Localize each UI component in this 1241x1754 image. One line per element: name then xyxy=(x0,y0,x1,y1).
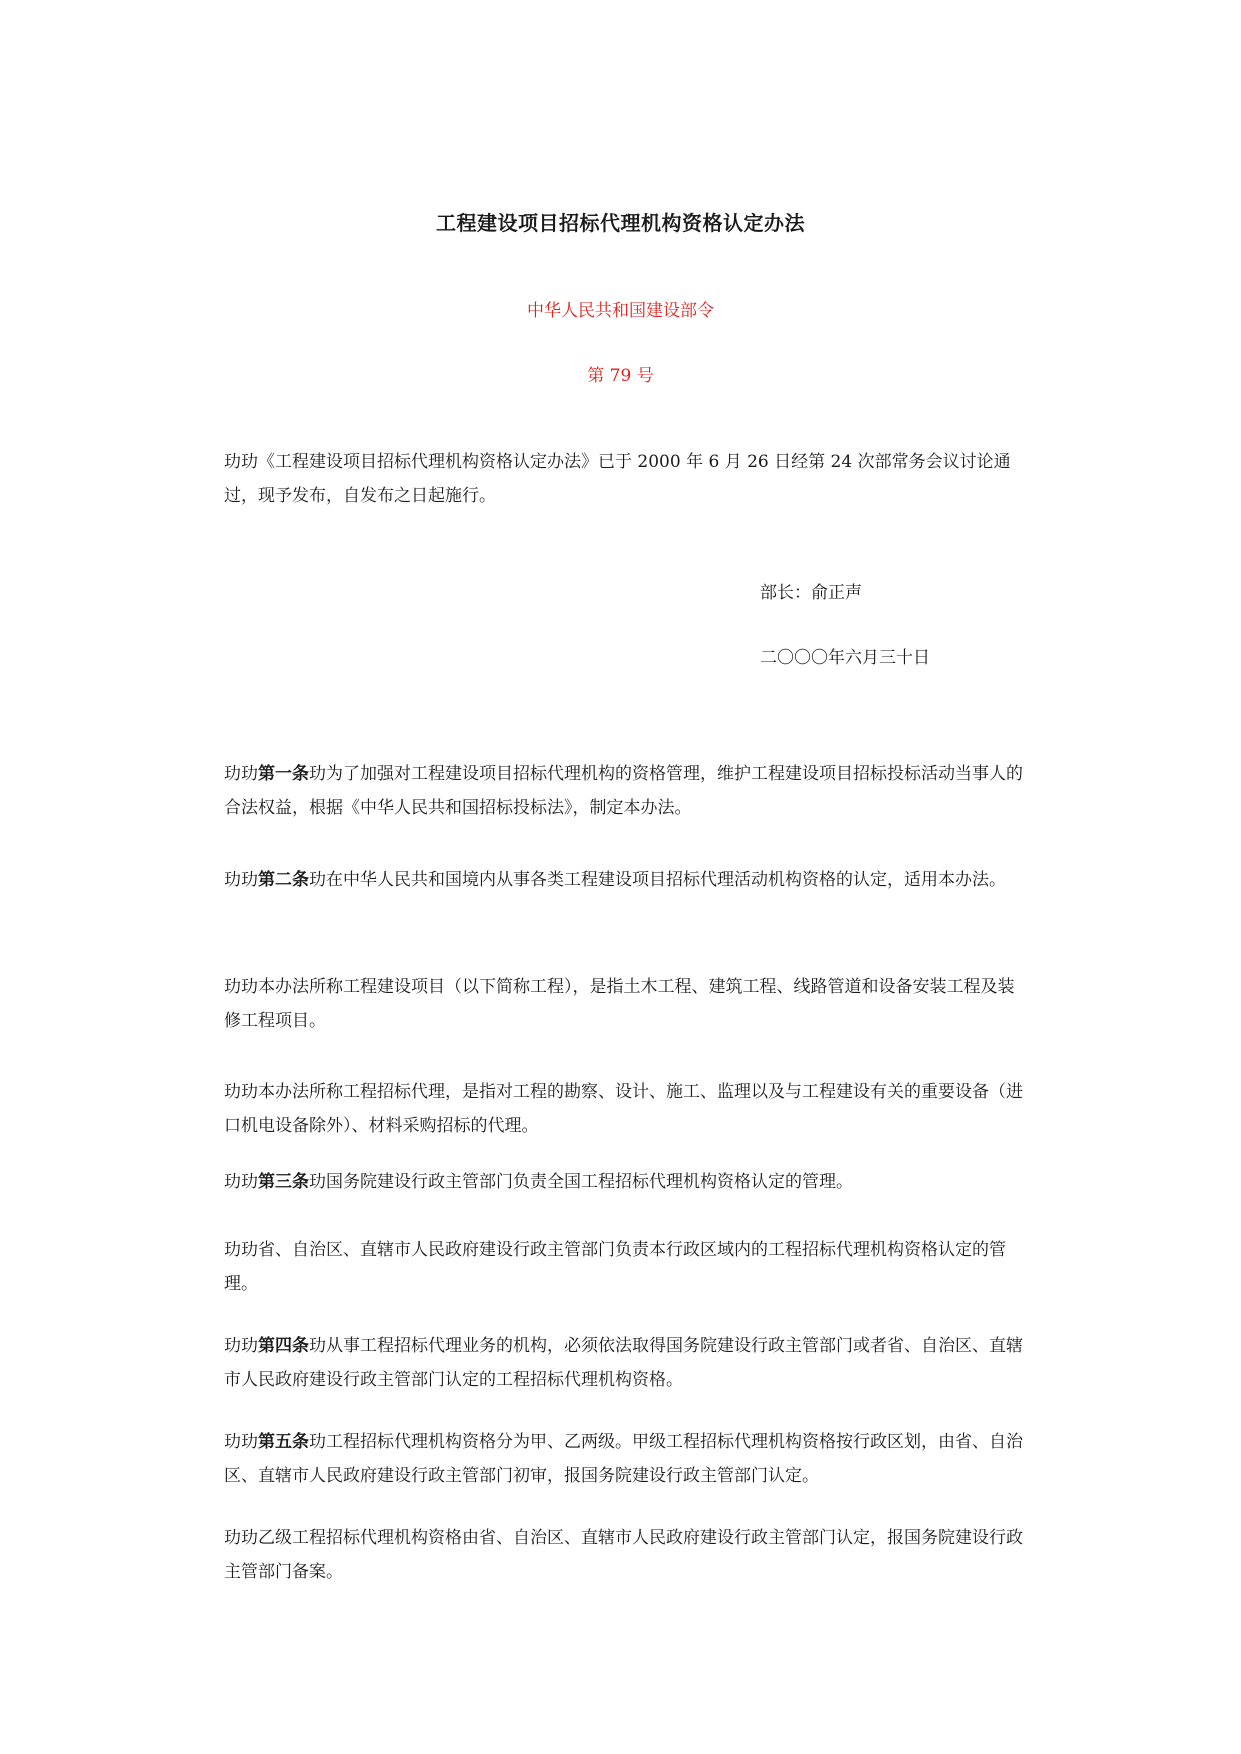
paragraph-text: 工程招标代理机构资格分为甲、乙两级。甲级工程招标代理机构资格按行政区划，由省、自治区、直辖市人民政府建设行政主管部门初审，报国务院建设行政主管部门认定。 xyxy=(224,1432,1023,1486)
paragraph-separator: 玏 xyxy=(309,1336,326,1356)
paragraph-text: 为了加强对工程建设项目招标代理机构的资格管理，维护工程建设项目招标投标活动当事人的合法权益，根据《中华人民共和国招标投标法》，制定本办法。 xyxy=(224,764,1023,818)
paragraph-text: 本办法所称工程建设项目（以下简称工程），是指土木工程、建筑工程、线路管道和设备安装工程及装修工程项目。 xyxy=(224,977,1015,1031)
paragraph-lead: 玏玏 xyxy=(224,1528,258,1548)
signature-date: 二〇〇〇年六月三十日 xyxy=(760,648,930,668)
preamble-paragraph: 玏玏《工程建设项目招标代理机构资格认定办法》已于 2000 年 6 月 26 日经第 24 次部常务会议讨论通过，现予发布，自发布之日起施行。 xyxy=(224,452,1011,506)
article-paragraph xyxy=(224,1329,1024,1397)
article-paragraph xyxy=(224,1233,1024,1301)
paragraph-lead: 玏玏 xyxy=(224,977,258,997)
signatory: 部长：俞正声 xyxy=(760,583,862,603)
paragraph-lead: 玏玏 xyxy=(224,1240,258,1260)
paragraph-text: 本办法所称工程招标代理，是指对工程的勘察、设计、施工、监理以及与工程建设有关的重要设备（进口机电设备除外）、材料采购招标的代理。 xyxy=(224,1082,1023,1136)
paragraph-separator: 玏 xyxy=(309,764,326,784)
article-number: 第五条 xyxy=(258,1432,309,1452)
article-paragraph xyxy=(224,757,1024,825)
paragraph-separator: 玏 xyxy=(309,870,326,890)
article-paragraph xyxy=(224,1521,1024,1589)
article-paragraph xyxy=(224,863,1024,897)
paragraph-text: 乙级工程招标代理机构资格由省、自治区、直辖市人民政府建设行政主管部门认定，报国务院建设行政主管部门备案。 xyxy=(224,1528,1023,1582)
paragraph-text: 从事工程招标代理业务的机构，必须依法取得国务院建设行政主管部门或者省、自治区、直辖市人民政府建设行政主管部门认定的工程招标代理机构资格。 xyxy=(224,1336,1023,1390)
decree-number: 第 79 号 xyxy=(587,366,654,386)
paragraph-lead: 玏玏 xyxy=(224,764,258,784)
paragraph-separator: 玏 xyxy=(309,1172,326,1192)
article-number: 第一条 xyxy=(258,764,309,784)
paragraph-lead: 玏玏 xyxy=(224,1432,258,1452)
article-paragraph xyxy=(224,1075,1024,1143)
article-paragraph xyxy=(224,1425,1024,1493)
paragraph-lead: 玏玏 xyxy=(224,1172,258,1192)
paragraph-text: 省、自治区、直辖市人民政府建设行政主管部门负责本行政区域内的工程招标代理机构资格认定的管理。 xyxy=(224,1240,1006,1294)
paragraph-text: 在中华人民共和国境内从事各类工程建设项目招标代理活动机构资格的认定，适用本办法。 xyxy=(326,870,1006,890)
article-number: 第三条 xyxy=(258,1172,309,1192)
paragraph-lead: 玏玏 xyxy=(224,870,258,890)
decree-issuer: 中华人民共和国建设部令 xyxy=(527,301,714,321)
article-number: 第二条 xyxy=(258,870,309,890)
paragraph-lead: 玏玏 xyxy=(224,1336,258,1356)
article-paragraph xyxy=(224,970,1024,1038)
paragraph-lead: 玏玏 xyxy=(224,1082,258,1102)
paragraph-text: 国务院建设行政主管部门负责全国工程招标代理机构资格认定的管理。 xyxy=(326,1172,853,1192)
article-paragraph xyxy=(224,1165,1024,1199)
article-number: 第四条 xyxy=(258,1336,309,1356)
paragraph-separator: 玏 xyxy=(309,1432,326,1452)
document-title: 工程建设项目招标代理机构资格认定办法 xyxy=(436,211,805,235)
